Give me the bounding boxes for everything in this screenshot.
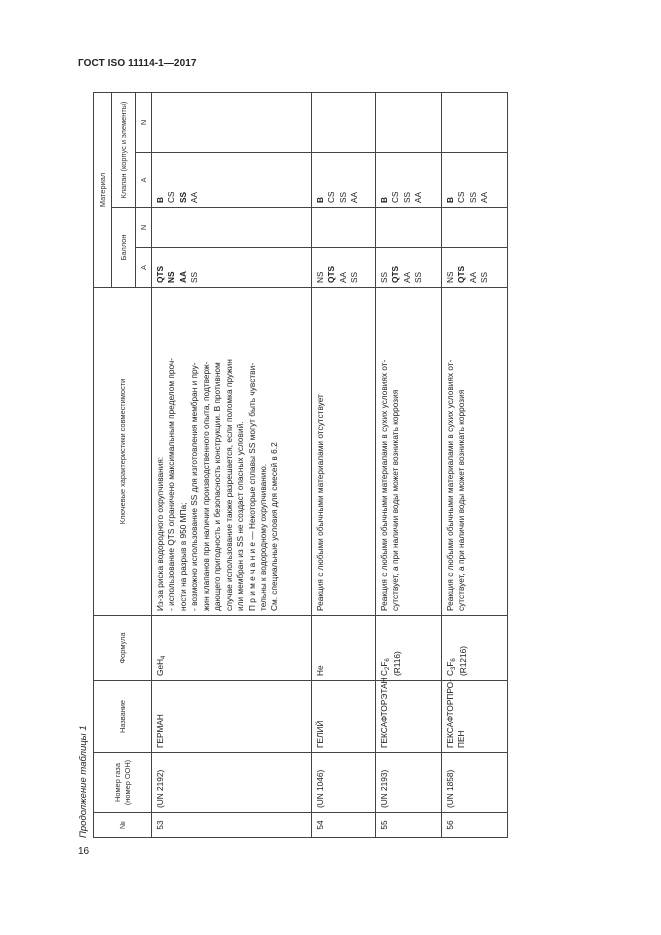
material-code: AA: [189, 191, 200, 203]
material-code: SS: [349, 271, 360, 283]
text-line: тельны к водородному охрупчиванию.: [257, 464, 268, 611]
row-un: (UN 1046): [312, 753, 376, 813]
text-line: сутствует, а при наличии воды может возникать коррозия: [456, 389, 467, 611]
text-line: случае использование также разрешается, если поломка пружин: [223, 359, 234, 611]
text-line: дающего пригодность и безопасность конструкции. В противном: [212, 362, 223, 611]
compatibility-table: [93, 92, 508, 838]
material-code: NS: [445, 271, 455, 283]
row-number: 56: [442, 813, 508, 838]
material-code: CS: [166, 191, 177, 203]
material-code: B: [315, 197, 325, 203]
formula-main: He: [315, 665, 325, 676]
formula-sub2: 6: [385, 658, 391, 662]
cylinder-a-materials: [152, 248, 312, 288]
row-formula: [376, 616, 442, 681]
text-line: См. специальные условия для смесей в 6.2: [269, 442, 280, 611]
formula-sub2: 6: [451, 658, 457, 662]
page-number: 16: [78, 846, 90, 857]
row-formula: [152, 616, 312, 681]
row-un: (UN 2193): [376, 753, 442, 813]
cylinder-a-materials: [442, 248, 508, 288]
header-material: Материал: [94, 92, 112, 287]
valve-a-materials: [376, 153, 442, 208]
material-code: CS: [456, 191, 467, 203]
material-code: SS: [337, 191, 348, 203]
material-code: NS: [315, 271, 325, 283]
material-code: B: [445, 197, 455, 203]
material-code: SS: [467, 191, 478, 203]
formula-main2: F: [445, 661, 455, 667]
header-characteristics: Ключевые характеристики совместимости: [94, 288, 152, 616]
row-un: (UN 1858): [442, 753, 508, 813]
table-row: [312, 92, 376, 837]
row-number: 54: [312, 813, 376, 838]
material-code: SS: [177, 191, 188, 203]
material-code: AA: [349, 191, 360, 203]
formula-extra: (R1216): [458, 646, 469, 676]
cylinder-n-materials: [442, 208, 508, 248]
cylinder-n-materials: [312, 208, 376, 248]
row-formula: [442, 616, 508, 681]
table-row: [442, 92, 508, 837]
table-row: [152, 92, 312, 837]
header-cylinder-a: A: [136, 248, 152, 288]
header-valve: Клапан (корпус и элементы): [112, 92, 136, 207]
header-no: №: [94, 813, 152, 838]
row-number: 55: [376, 813, 442, 838]
header-formula: Формула: [94, 616, 152, 681]
row-name: ГЕРМАН: [152, 681, 312, 753]
material-code: B: [379, 197, 389, 203]
rotated-table-wrapper: [93, 93, 508, 838]
formula-sub: 3: [451, 666, 457, 670]
cylinder-a-materials: [376, 248, 442, 288]
material-code: SS: [401, 191, 412, 203]
material-code: QTS: [326, 265, 337, 283]
valve-a-materials: [442, 153, 508, 208]
text-line: Реакция с любыми обычными материалами в сухих условиях от-: [445, 359, 455, 611]
text-line: сутствует, а при наличии воды может возникать коррозия: [390, 389, 401, 611]
material-code: QTS: [155, 265, 165, 283]
text-line: - возможно использование SS для изготовления мембран и пру-: [189, 362, 200, 611]
note-label: П р и м е ч а н и е: [246, 541, 257, 611]
header-name: Название: [94, 681, 152, 753]
material-code: AA: [337, 271, 348, 283]
table-caption: Продолжение таблицы 1: [78, 725, 89, 838]
header-un: Номер газа (номер ООН): [94, 753, 152, 813]
row-formula: [312, 616, 376, 681]
text-line: ности на разрыв в 950 МПа;: [177, 502, 188, 611]
formula-main2: F: [379, 661, 389, 667]
row-characteristics: [312, 288, 376, 616]
document-code: ГОСТ ISO 11114-1—2017: [78, 58, 197, 69]
text-line: - использование QTS ограничено максимальным пределом проч-: [166, 358, 177, 611]
formula-sub: 4: [161, 655, 167, 659]
formula-main: GeH: [155, 658, 165, 676]
text-line: Реакция с любыми обычными материалами отсутствует: [315, 394, 325, 611]
material-code: CS: [390, 191, 401, 203]
text-line: Реакция с любыми обычными материалами в сухих условиях от-: [379, 359, 389, 611]
material-code: AA: [467, 271, 478, 283]
text-line: Из-за риска водородного охрупчивания:: [155, 456, 165, 611]
header-valve-a: A: [136, 153, 152, 208]
note-text: — Некоторые сплавы SS могут быть чувстви-: [246, 363, 257, 542]
material-code: AA: [401, 271, 412, 283]
material-code: NS: [166, 271, 177, 283]
row-characteristics: [152, 288, 312, 616]
formula-main: C: [379, 670, 389, 676]
valve-n-materials: [312, 92, 376, 152]
row-characteristics: [376, 288, 442, 616]
material-code: AA: [177, 271, 188, 283]
text-line: или мембран из SS не создаст опасных условий.: [235, 421, 246, 611]
material-code: SS: [479, 271, 490, 283]
valve-n-materials: [376, 92, 442, 152]
formula-main: C: [445, 670, 455, 676]
formula-extra: (R116): [392, 651, 403, 676]
row-name: ГЕКСАФТОРЭТАН: [376, 681, 442, 753]
material-code: QTS: [390, 265, 401, 283]
material-code: B: [155, 197, 165, 203]
row-name: ГЕКСАФТОРПРО-ПЕН: [442, 681, 508, 753]
formula-sub: 2: [385, 666, 391, 670]
valve-a-materials: [312, 153, 376, 208]
header-valve-n: N: [136, 92, 152, 152]
row-name: ГЕЛИЙ: [312, 681, 376, 753]
row-un: (UN 2192): [152, 753, 312, 813]
material-code: SS: [189, 271, 200, 283]
valve-n-materials: [152, 92, 312, 152]
material-code: SS: [413, 271, 424, 283]
row-characteristics: [442, 288, 508, 616]
text-line: жин клапанов при наличии производственного опыта, подтверж-: [200, 361, 211, 611]
valve-a-materials: [152, 153, 312, 208]
material-code: AA: [479, 191, 490, 203]
header-cylinder: Баллон: [112, 208, 136, 288]
table-row: [376, 92, 442, 837]
material-code: AA: [413, 191, 424, 203]
row-number: 53: [152, 813, 312, 838]
cylinder-n-materials: [376, 208, 442, 248]
material-code: CS: [326, 191, 337, 203]
cylinder-n-materials: [152, 208, 312, 248]
material-code: QTS: [456, 265, 467, 283]
header-cylinder-n: N: [136, 208, 152, 248]
note: [247, 292, 258, 611]
valve-n-materials: [442, 92, 508, 152]
material-code: SS: [379, 271, 389, 283]
cylinder-a-materials: [312, 248, 376, 288]
